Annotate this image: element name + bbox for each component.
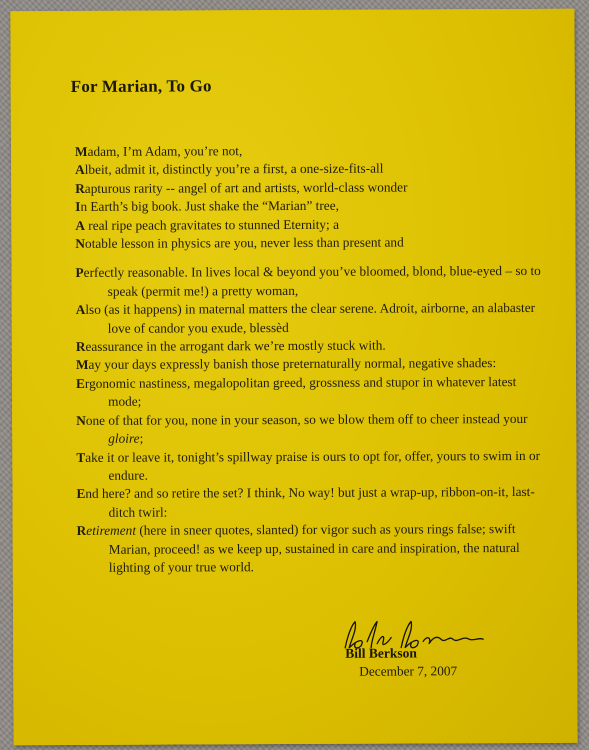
poem-line: Notable lesson in physics are you, never less than present and (75, 234, 404, 251)
poem-line: Perfectly reasonable. In lives local & beyond you’ve bloomed, blond, blue-eyed – so to speak (permit me!) a pretty woman, (75, 263, 541, 299)
poem-page (10, 9, 577, 745)
stanza-1 (75, 141, 545, 253)
poem-line: Also (as it happens) in maternal matters the clear serene. Adroit, airborne, an alabaster love of candor you exude, blessèd (75, 300, 536, 336)
poem-line: Madam, I’m Adam, you’re not, (74, 143, 243, 159)
poem-line: None of that for you, none in your season, so we blow them off to cheer instead your gloire; (76, 410, 528, 446)
poem-line: Retirement (here in sneer quotes, slanted) for vigor such as yours rings false; swift Marian, proceed! as we keep up, sustained in care and inspiration, the natural lighting of your true world. (76, 521, 520, 575)
poem-line: Take it or leave it, tonight’s spillway praise is ours to opt for, offer, yours to swim in or endure. (76, 447, 541, 483)
stanza-2 (76, 262, 547, 577)
poem-line: May your days expressly banish those preternaturally normal, negative shades: (75, 355, 497, 373)
poem-date: December 7, 2007 (359, 663, 458, 679)
poem-line: Reassurance in the arrogant dark we’re mostly stuck with. (75, 337, 386, 355)
poem-line: End here? and so retire the set? I think, No way! but just a wrap-up, ribbon-on-it, last-ditch twirl: (76, 484, 535, 520)
poem-line: Ergonomic nastiness, megalopolitan greed, grossness and stupor in whatever latest mode; (75, 373, 517, 410)
poem-line: In Earth’s big book. Just shake the “Marian” tree, (75, 198, 339, 215)
poem-body (75, 141, 547, 577)
author-name: Bill Berkson (345, 645, 417, 661)
poem-line: Rapturous rarity -- angel of art and artists, world-class wonder (75, 179, 408, 196)
poem-line: A real ripe peach gravitates to stunned Eternity; a (75, 216, 340, 233)
poem-title: For Marian, To Go (70, 76, 212, 96)
poem-line: Albeit, admit it, distinctly you’re a first, a one-size-fits-all (75, 161, 384, 178)
